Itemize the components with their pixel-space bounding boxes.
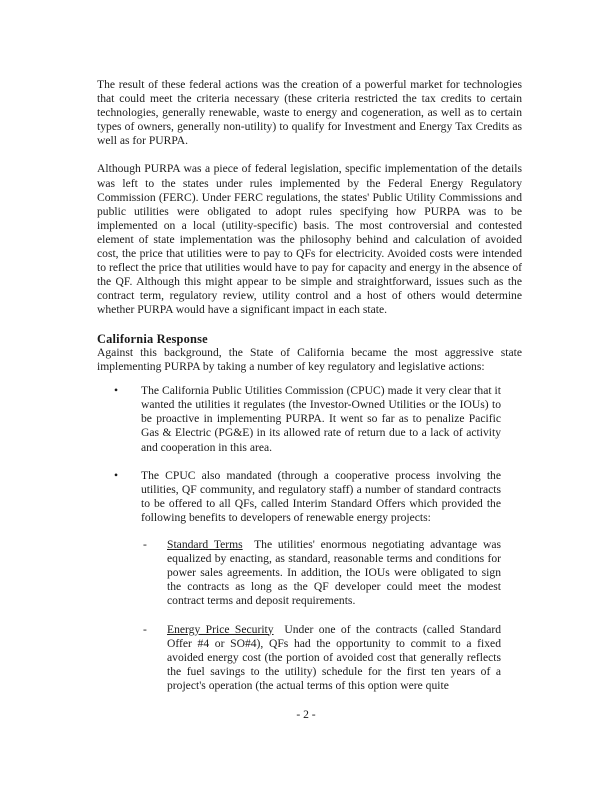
bullet-text: The CPUC also mandated (through a cooperative process involving the utilities, QF community, and regulatory staff) a number of standard contracts to be offered to all QFs, called Interim Standard Offers which provided the following benefits to developers of renewable energy projects:	[141, 468, 501, 524]
sub-item-text: Under one of the contracts (called Standard Offer #4 or SO#4), QFs had the opportunity to commit to a fixed avoided energy cost (the portion of avoided cost that generally reflects the fuel savings to the utility) schedule for the first ten years of a project's operation (the actual terms of this option were quite	[167, 622, 501, 692]
dash-icon: -	[143, 622, 147, 636]
page-number: - 2 -	[296, 708, 316, 721]
bullet-item-cpuc-proactive	[97, 384, 522, 454]
paragraph-federal-actions: The result of these federal actions was the creation of a powerful market for technologies that could meet the criteria necessary (these criteria restricted the tax credits to certain technologies, generally renewable, waste to energy and cogeneration, as well as to certain types of owners, generally non-utility) to qualify for Investment and Energy Tax Credits as well as for PURPA.	[97, 78, 522, 148]
bullet-icon: •	[114, 384, 119, 398]
bullet-icon: •	[114, 468, 119, 482]
bullet-item-standard-offers	[97, 469, 522, 693]
paragraph-purpa-implementation: Although PURPA was a piece of federal legislation, specific implementation of the details was left to the states under rules implemented by the Federal Energy Regulatory Commission (FERC). Under FERC regulations, the states' Public Utility Commissions and public utilities were obligated to adopt rules specifying how PURPA was to be implemented on a local (utility-specific) basis. The most controversial and contested element of state implementation was the philosophy behind and calculation of avoided cost, the price that utilities were to pay to QFs for electricity. Avoided costs were intended to reflect the price that utilities would have to pay for capacity and energy in the absence of the QF. Although this might appear to be simple and straightforward, issues such as the contract term, regulatory review, utility control and a host of others would determine whether PURPA would have a significant impact in each state.	[97, 162, 522, 317]
sub-item-text: The utilities' enormous negotiating advantage was equalized by enacting, as standard, reasonable terms and conditions for power sales agreements. In addition, the IOUs were obligated to sign the contracts as long as the QF developer could meet the modest contract terms and deposit requirements.	[167, 538, 501, 608]
sub-list	[141, 538, 501, 693]
section-intro: Against this background, the State of California became the most aggressive state implementing PURPA by taking a number of key regulatory and legislative actions:	[97, 346, 522, 374]
bullet-list	[97, 384, 522, 693]
dash-icon: -	[143, 538, 147, 552]
bullet-text: The California Public Utilities Commission (CPUC) made it very clear that it wanted the utilities it regulates (the Investor-Owned Utilities or the IOUs) to be proactive in implementing PURPA. It went so far as to penalize Pacific Gas & Electric (PG&E) in its allowed rate of return due to a lack of activity and cooperation in this area.	[141, 384, 501, 454]
sub-item-term: Energy Price Security	[167, 622, 274, 636]
sub-item-energy-price-security	[141, 623, 501, 693]
sub-item-standard-terms	[141, 538, 501, 608]
sub-item-term: Standard Terms	[167, 538, 243, 552]
section-heading: California Response	[97, 331, 208, 346]
document-page	[97, 78, 522, 707]
